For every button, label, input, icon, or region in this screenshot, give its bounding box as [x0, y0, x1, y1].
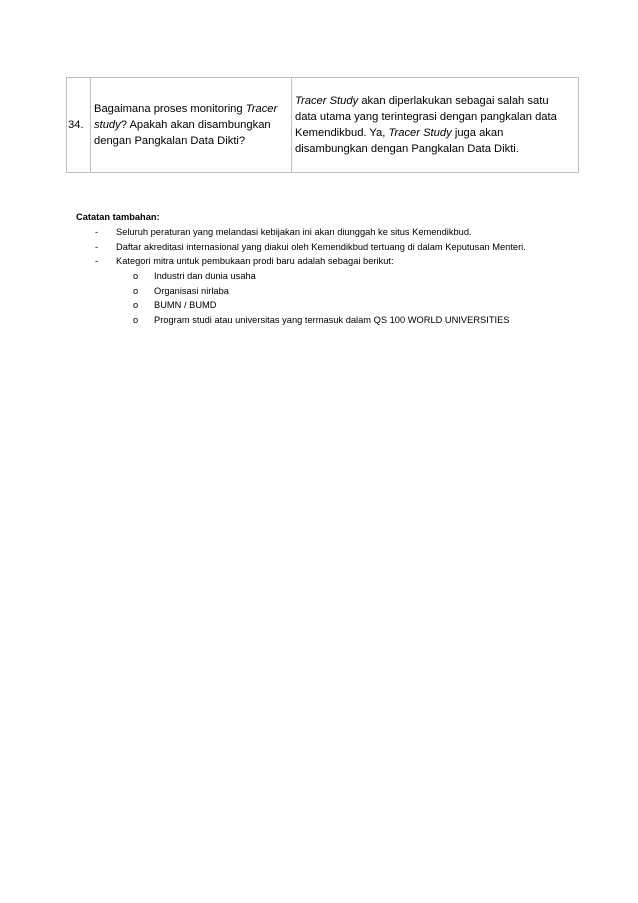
- dash-bullet: -: [95, 256, 99, 267]
- sub-item-text: Industri dan dunia usaha: [154, 271, 256, 282]
- dash-bullet: -: [95, 241, 99, 252]
- sub-item: [76, 284, 596, 299]
- question-text-em: Tracer study: [94, 103, 278, 131]
- answer-text-mid2: juga akan disambungkan dengan Pangkalan Data Dikti.: [295, 127, 519, 155]
- circle-bullet: o: [133, 300, 139, 311]
- sub-item: [76, 313, 596, 328]
- notes-section: [76, 210, 596, 328]
- sub-item-text: Program studi atau universitas yang termasuk dalam QS 100 WORLD UNIVERSITIES: [154, 315, 510, 326]
- sub-item-text: Organisasi nirlaba: [154, 285, 229, 296]
- answer-cell: [292, 78, 579, 173]
- circle-bullet: o: [133, 271, 139, 282]
- notes-title: Catatan tambahan:: [76, 212, 160, 222]
- note-item: [76, 240, 596, 255]
- dash-bullet: -: [95, 227, 99, 237]
- note-item-text: Kategori mitra untuk pembukaan prodi baru adalah sebagai berikut:: [116, 256, 394, 267]
- table-row: [67, 78, 579, 173]
- note-item: [76, 225, 596, 240]
- note-item: [76, 254, 596, 269]
- circle-bullet: o: [133, 285, 139, 296]
- answer-text-em2: Tracer Study: [388, 127, 452, 139]
- qa-table: [66, 77, 579, 173]
- question-text-pre: Bagaimana proses monitoring: [94, 103, 246, 115]
- sub-item: [76, 298, 596, 313]
- question-cell: [91, 78, 292, 173]
- answer-text-em1: Tracer Study: [295, 95, 359, 107]
- question-number: 34.: [67, 78, 91, 173]
- circle-bullet: o: [133, 315, 139, 326]
- sub-item-text: BUMN / BUMD: [154, 300, 217, 311]
- answer-text-mid1: akan diperlakukan sebagai salah satu data utama yang terintegrasi dengan pangkalan data Kemendikbud. Ya,: [295, 95, 557, 139]
- question-text-post: ? Apakah akan disambungkan dengan Pangkalan Data Dikti?: [94, 119, 271, 147]
- note-item-text: Seluruh peraturan yang melandasi kebijakan ini akan diunggah ke situs Kemendikbud.: [116, 227, 472, 237]
- sub-item: [76, 269, 596, 284]
- note-item-text: Daftar akreditasi internasional yang diakui oleh Kemendikbud tertuang di dalam Keputusan Menteri.: [116, 241, 526, 252]
